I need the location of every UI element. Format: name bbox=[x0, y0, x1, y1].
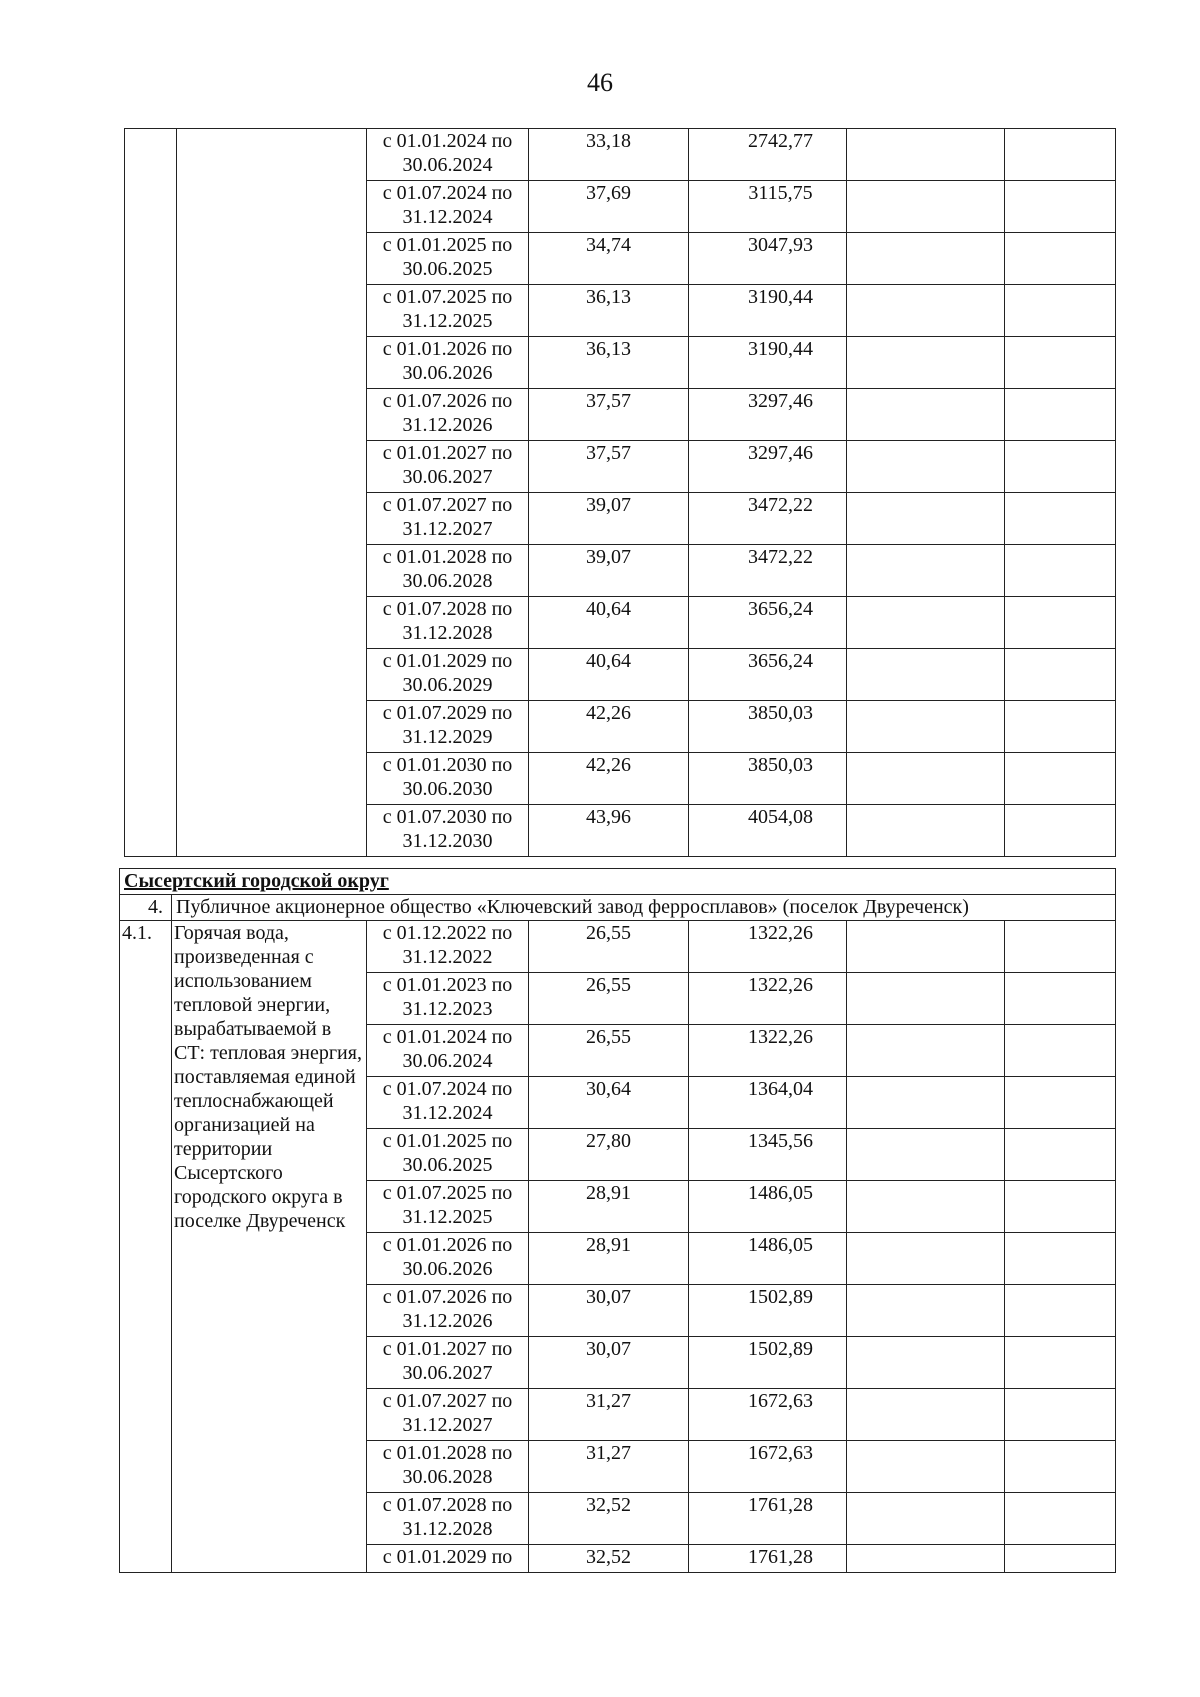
value-a-cell: 40,64 bbox=[529, 649, 689, 701]
section-row bbox=[120, 869, 1116, 895]
period-cell bbox=[367, 233, 529, 285]
empty-cell-1 bbox=[847, 1129, 1005, 1181]
period-cell bbox=[367, 701, 529, 753]
value-a-cell: 39,07 bbox=[529, 545, 689, 597]
value-b-cell: 1761,28 bbox=[689, 1545, 847, 1573]
value-a-cell: 42,26 bbox=[529, 701, 689, 753]
period-to: 30.06.2024 bbox=[402, 154, 493, 176]
period-from: с 01.07.2024 по bbox=[382, 1078, 513, 1100]
organization-number: 4. bbox=[120, 895, 172, 921]
empty-cell-2 bbox=[1005, 1285, 1116, 1337]
period-cell bbox=[367, 1441, 529, 1493]
period-cell bbox=[367, 1493, 529, 1545]
period-cell bbox=[367, 129, 529, 181]
value-b-cell: 3297,46 bbox=[689, 389, 847, 441]
period-to: 31.12.2027 bbox=[402, 1414, 493, 1436]
empty-cell-1 bbox=[847, 1337, 1005, 1389]
empty-cell-1 bbox=[847, 441, 1005, 493]
empty-cell-2 bbox=[1005, 753, 1116, 805]
period-from: с 01.01.2029 по bbox=[382, 1546, 513, 1568]
empty-cell-1 bbox=[847, 973, 1005, 1025]
empty-cell-1 bbox=[847, 337, 1005, 389]
period-cell bbox=[367, 1545, 529, 1573]
empty-cell-2 bbox=[1005, 1337, 1116, 1389]
period-to: 30.06.2025 bbox=[402, 258, 493, 280]
page-number: 46 bbox=[587, 68, 613, 97]
empty-cell-2 bbox=[1005, 1181, 1116, 1233]
value-b-cell: 1322,26 bbox=[689, 973, 847, 1025]
period-to: 30.06.2024 bbox=[402, 1050, 493, 1072]
value-a-cell: 26,55 bbox=[529, 973, 689, 1025]
period-to: 30.06.2028 bbox=[402, 570, 493, 592]
empty-cell-1 bbox=[847, 285, 1005, 337]
value-a-cell: 30,07 bbox=[529, 1285, 689, 1337]
period-to: 30.06.2028 bbox=[402, 1466, 493, 1488]
period-to: 31.12.2024 bbox=[402, 206, 493, 228]
empty-cell-2 bbox=[1005, 701, 1116, 753]
period-cell bbox=[367, 285, 529, 337]
value-b-cell: 2742,77 bbox=[689, 129, 847, 181]
period-cell bbox=[367, 441, 529, 493]
empty-cell-1 bbox=[847, 597, 1005, 649]
period-to: 30.06.2027 bbox=[402, 1362, 493, 1384]
value-a-cell: 28,91 bbox=[529, 1181, 689, 1233]
value-a-cell: 36,13 bbox=[529, 285, 689, 337]
organization-row bbox=[120, 895, 1116, 921]
empty-cell-1 bbox=[847, 701, 1005, 753]
period-to: 31.12.2024 bbox=[402, 1102, 493, 1124]
empty-cell-2 bbox=[1005, 545, 1116, 597]
value-b-cell: 1322,26 bbox=[689, 921, 847, 973]
period-cell bbox=[367, 597, 529, 649]
empty-cell-1 bbox=[847, 1077, 1005, 1129]
value-a-cell: 34,74 bbox=[529, 233, 689, 285]
empty-cell-1 bbox=[847, 1233, 1005, 1285]
value-b-cell: 1502,89 bbox=[689, 1285, 847, 1337]
period-from: с 01.07.2028 по bbox=[382, 598, 513, 620]
empty-cell-1 bbox=[847, 1389, 1005, 1441]
period-from: с 01.07.2027 по bbox=[382, 494, 513, 516]
period-from: с 01.07.2029 по bbox=[382, 702, 513, 724]
value-a-cell: 26,55 bbox=[529, 921, 689, 973]
value-b-cell: 1502,89 bbox=[689, 1337, 847, 1389]
empty-cell-2 bbox=[1005, 921, 1116, 973]
empty-cell-2 bbox=[1005, 389, 1116, 441]
period-to: 30.06.2027 bbox=[402, 466, 493, 488]
period-cell bbox=[367, 973, 529, 1025]
value-a-cell: 40,64 bbox=[529, 597, 689, 649]
empty-cell-2 bbox=[1005, 1389, 1116, 1441]
value-a-cell: 33,18 bbox=[529, 129, 689, 181]
period-from: с 01.07.2030 по bbox=[382, 806, 513, 828]
period-to: 31.12.2027 bbox=[402, 518, 493, 540]
item-number bbox=[125, 129, 177, 857]
empty-cell-1 bbox=[847, 493, 1005, 545]
item-description bbox=[177, 129, 367, 857]
period-from: с 01.01.2024 по bbox=[382, 130, 513, 152]
period-cell bbox=[367, 805, 529, 857]
value-a-cell: 28,91 bbox=[529, 1233, 689, 1285]
value-a-cell: 26,55 bbox=[529, 1025, 689, 1077]
period-cell bbox=[367, 1233, 529, 1285]
period-from: с 01.01.2028 по bbox=[382, 546, 513, 568]
period-from: с 01.01.2025 по bbox=[382, 234, 513, 256]
period-to: 31.12.2030 bbox=[402, 830, 493, 852]
period-from: с 01.07.2025 по bbox=[382, 286, 513, 308]
period-to: 31.12.2026 bbox=[402, 1310, 493, 1332]
period-cell bbox=[367, 1025, 529, 1077]
empty-cell-2 bbox=[1005, 1441, 1116, 1493]
period-from: с 01.01.2027 по bbox=[382, 442, 513, 464]
period-cell bbox=[367, 545, 529, 597]
value-b-cell: 3850,03 bbox=[689, 753, 847, 805]
period-cell bbox=[367, 649, 529, 701]
item-description: Горячая вода, произведенная с использованием тепловой энергии, вырабатываемой в СТ: тепловая энергия, поставляемая единой теплоснабжающей организацией на территории Сысертского городского округа в поселке Двуреченск bbox=[172, 921, 367, 1573]
period-from: с 01.12.2022 по bbox=[382, 922, 513, 944]
period-from: с 01.07.2024 по bbox=[382, 182, 513, 204]
period-cell bbox=[367, 1077, 529, 1129]
period-cell bbox=[367, 181, 529, 233]
period-from: с 01.07.2026 по bbox=[382, 390, 513, 412]
value-a-cell: 30,07 bbox=[529, 1337, 689, 1389]
period-to: 30.06.2026 bbox=[402, 1258, 493, 1280]
period-cell bbox=[367, 389, 529, 441]
empty-cell-2 bbox=[1005, 337, 1116, 389]
period-to: 30.06.2026 bbox=[402, 362, 493, 384]
value-b-cell: 1322,26 bbox=[689, 1025, 847, 1077]
value-b-cell: 3656,24 bbox=[689, 649, 847, 701]
period-from: с 01.01.2026 по bbox=[382, 338, 513, 360]
period-cell bbox=[367, 1389, 529, 1441]
empty-cell-2 bbox=[1005, 285, 1116, 337]
value-b-cell: 1486,05 bbox=[689, 1233, 847, 1285]
period-from: с 01.07.2027 по bbox=[382, 1390, 513, 1412]
period-cell bbox=[367, 1285, 529, 1337]
empty-cell-1 bbox=[847, 649, 1005, 701]
period-to: 30.06.2029 bbox=[402, 674, 493, 696]
value-a-cell: 31,27 bbox=[529, 1441, 689, 1493]
period-to: 31.12.2029 bbox=[402, 726, 493, 748]
value-a-cell: 43,96 bbox=[529, 805, 689, 857]
period-to: 31.12.2025 bbox=[402, 310, 493, 332]
value-b-cell: 3472,22 bbox=[689, 493, 847, 545]
empty-cell-2 bbox=[1005, 597, 1116, 649]
period-from: с 01.07.2025 по bbox=[382, 1182, 513, 1204]
period-from: с 01.01.2027 по bbox=[382, 1338, 513, 1360]
value-a-cell: 37,57 bbox=[529, 389, 689, 441]
period-cell bbox=[367, 921, 529, 973]
value-b-cell: 4054,08 bbox=[689, 805, 847, 857]
empty-cell-1 bbox=[847, 1493, 1005, 1545]
period-from: с 01.01.2023 по bbox=[382, 974, 513, 996]
value-a-cell: 31,27 bbox=[529, 1389, 689, 1441]
value-b-cell: 3656,24 bbox=[689, 597, 847, 649]
value-a-cell: 36,13 bbox=[529, 337, 689, 389]
period-to: 30.06.2030 bbox=[402, 778, 493, 800]
value-b-cell: 3190,44 bbox=[689, 337, 847, 389]
item-number: 4.1. bbox=[120, 921, 172, 1573]
empty-cell-2 bbox=[1005, 493, 1116, 545]
period-to: 31.12.2028 bbox=[402, 1518, 493, 1540]
empty-cell-1 bbox=[847, 753, 1005, 805]
empty-cell-2 bbox=[1005, 1077, 1116, 1129]
value-a-cell: 42,26 bbox=[529, 753, 689, 805]
value-b-cell: 1364,04 bbox=[689, 1077, 847, 1129]
empty-cell-2 bbox=[1005, 1493, 1116, 1545]
period-cell bbox=[367, 1181, 529, 1233]
empty-cell-2 bbox=[1005, 649, 1116, 701]
empty-cell-2 bbox=[1005, 805, 1116, 857]
value-b-cell: 3190,44 bbox=[689, 285, 847, 337]
value-b-cell: 1486,05 bbox=[689, 1181, 847, 1233]
empty-cell-1 bbox=[847, 805, 1005, 857]
tariff-table-lower bbox=[119, 868, 1116, 1573]
period-cell bbox=[367, 337, 529, 389]
period-from: с 01.01.2030 по bbox=[382, 754, 513, 776]
period-to: 31.12.2028 bbox=[402, 622, 493, 644]
value-a-cell: 32,52 bbox=[529, 1493, 689, 1545]
period-cell bbox=[367, 753, 529, 805]
empty-cell-1 bbox=[847, 1181, 1005, 1233]
empty-cell-1 bbox=[847, 129, 1005, 181]
empty-cell-2 bbox=[1005, 1545, 1116, 1573]
value-b-cell: 3115,75 bbox=[689, 181, 847, 233]
value-b-cell: 3297,46 bbox=[689, 441, 847, 493]
period-from: с 01.01.2025 по bbox=[382, 1130, 513, 1152]
empty-cell-2 bbox=[1005, 233, 1116, 285]
empty-cell-1 bbox=[847, 921, 1005, 973]
period-cell bbox=[367, 1129, 529, 1181]
value-b-cell: 1672,63 bbox=[689, 1441, 847, 1493]
period-to: 31.12.2025 bbox=[402, 1206, 493, 1228]
value-b-cell: 1672,63 bbox=[689, 1389, 847, 1441]
value-a-cell: 37,69 bbox=[529, 181, 689, 233]
empty-cell-2 bbox=[1005, 181, 1116, 233]
period-from: с 01.01.2024 по bbox=[382, 1026, 513, 1048]
period-from: с 01.01.2028 по bbox=[382, 1442, 513, 1464]
value-b-cell: 3047,93 bbox=[689, 233, 847, 285]
empty-cell-1 bbox=[847, 545, 1005, 597]
value-a-cell: 32,52 bbox=[529, 1545, 689, 1573]
value-b-cell: 3472,22 bbox=[689, 545, 847, 597]
empty-cell-1 bbox=[847, 389, 1005, 441]
period-cell bbox=[367, 1337, 529, 1389]
period-cell bbox=[367, 493, 529, 545]
section-title: Сысертский городской округ bbox=[120, 869, 1116, 895]
empty-cell-2 bbox=[1005, 1025, 1116, 1077]
empty-cell-2 bbox=[1005, 129, 1116, 181]
value-a-cell: 39,07 bbox=[529, 493, 689, 545]
period-to: 31.12.2022 bbox=[402, 946, 493, 968]
empty-cell-1 bbox=[847, 1441, 1005, 1493]
table-row bbox=[120, 921, 1116, 973]
value-b-cell: 1761,28 bbox=[689, 1493, 847, 1545]
period-to: 30.06.2025 bbox=[402, 1154, 493, 1176]
period-to: 31.12.2026 bbox=[402, 414, 493, 436]
empty-cell-1 bbox=[847, 1545, 1005, 1573]
value-b-cell: 3850,03 bbox=[689, 701, 847, 753]
period-from: с 01.01.2026 по bbox=[382, 1234, 513, 1256]
empty-cell-1 bbox=[847, 1285, 1005, 1337]
empty-cell-1 bbox=[847, 1025, 1005, 1077]
period-to: 31.12.2023 bbox=[402, 998, 493, 1020]
period-from: с 01.01.2029 по bbox=[382, 650, 513, 672]
period-from: с 01.07.2026 по bbox=[382, 1286, 513, 1308]
value-a-cell: 30,64 bbox=[529, 1077, 689, 1129]
empty-cell-2 bbox=[1005, 973, 1116, 1025]
value-b-cell: 1345,56 bbox=[689, 1129, 847, 1181]
table-row bbox=[125, 129, 1116, 181]
empty-cell-1 bbox=[847, 233, 1005, 285]
tariff-table-upper bbox=[124, 128, 1116, 857]
empty-cell-2 bbox=[1005, 1129, 1116, 1181]
empty-cell-2 bbox=[1005, 1233, 1116, 1285]
value-a-cell: 37,57 bbox=[529, 441, 689, 493]
value-a-cell: 27,80 bbox=[529, 1129, 689, 1181]
organization-name: Публичное акционерное общество «Ключевский завод ферросплавов» (поселок Двуреченск) bbox=[172, 895, 1116, 921]
empty-cell-1 bbox=[847, 181, 1005, 233]
period-from: с 01.07.2028 по bbox=[382, 1494, 513, 1516]
empty-cell-2 bbox=[1005, 441, 1116, 493]
